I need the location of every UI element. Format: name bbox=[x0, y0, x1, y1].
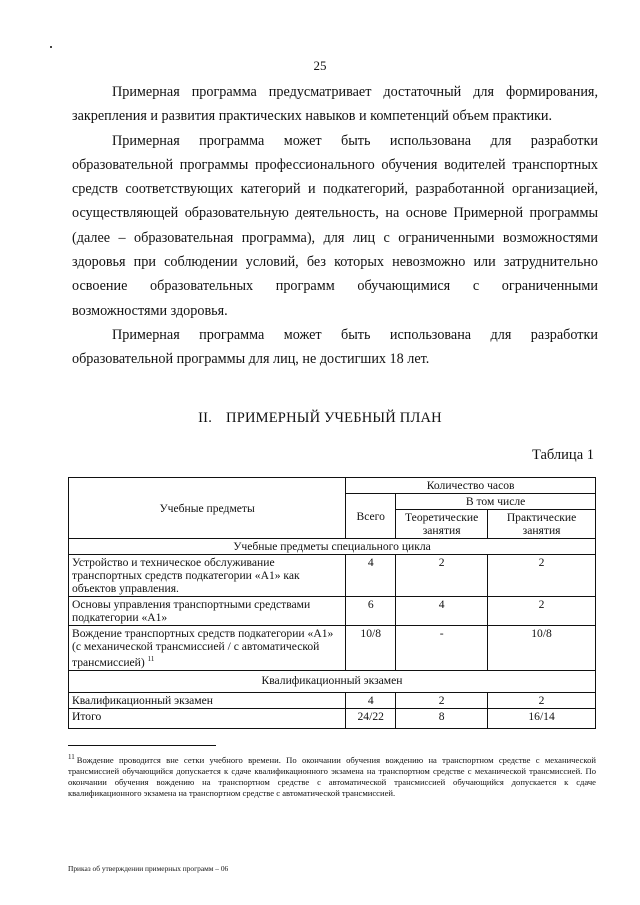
row-practice: 2 bbox=[488, 555, 596, 597]
row-subject: Итого bbox=[69, 708, 346, 728]
row-subject: Устройство и техническое обслуживание транспортных средств подкатегории «А1» как объектов управления. bbox=[69, 555, 346, 597]
row-practice: 10/8 bbox=[488, 626, 596, 671]
table-label: Таблица 1 bbox=[531, 447, 594, 463]
total-row bbox=[69, 708, 596, 728]
footnote-text: Вождение проводится вне сетки учебного времени. По окончании обучения вождению на транспортном средстве с механической трансмиссией обучающийся допускается к сдаче квалификационного экзамена на транспортном средстве с механической трансмиссией. По окончании обучения вождению на транспортном средстве с автоматической трансмиссией обучающийся допускается к сдаче квалификационного экзамена на транспортном средстве с автоматической трансмиссией. bbox=[68, 754, 596, 799]
table-row bbox=[69, 626, 596, 671]
row-practice: 16/14 bbox=[488, 708, 596, 728]
group-special-cycle: Учебные предметы специального цикла bbox=[69, 539, 596, 555]
row-subject-cell bbox=[69, 626, 346, 671]
section-title: ПРИМЕРНЫЙ УЧЕБНЫЙ ПЛАН bbox=[226, 410, 442, 426]
row-practice: 2 bbox=[488, 692, 596, 708]
group-exam: Квалификационный экзамен bbox=[69, 670, 596, 692]
row-subject: Вождение транспортных средств подкатегории «А1» (с механической трансмиссией / с автоматической трансмиссией) bbox=[72, 627, 334, 669]
row-theory: 2 bbox=[396, 692, 488, 708]
page-number: 25 bbox=[313, 58, 327, 73]
page-footer: Приказ об утверждении примерных программ – 06 bbox=[68, 864, 229, 873]
table-row bbox=[69, 597, 596, 626]
header-including: В том числе bbox=[396, 494, 596, 510]
header-subjects: Учебные предметы bbox=[69, 478, 346, 539]
footnote-mark: 11 bbox=[68, 753, 75, 761]
curriculum-table bbox=[68, 477, 596, 729]
section-heading bbox=[0, 410, 640, 427]
paragraph-1: Примерная программа предусматривает достаточный для формирования, закрепления и развития практических навыков и компетенций объем практики. bbox=[72, 84, 598, 125]
row-total: 24/22 bbox=[346, 708, 396, 728]
body-text bbox=[72, 80, 598, 372]
header-hours: Количество часов bbox=[346, 478, 596, 494]
row-total: 4 bbox=[346, 555, 396, 597]
row-theory: 2 bbox=[396, 555, 488, 597]
footnote-ref: 11 bbox=[147, 655, 155, 663]
row-total: 4 bbox=[346, 692, 396, 708]
table-row bbox=[69, 692, 596, 708]
row-total: 6 bbox=[346, 597, 396, 626]
row-subject: Основы управления транспортными средствами подкатегории «А1» bbox=[69, 597, 346, 626]
row-total: 10/8 bbox=[346, 626, 396, 671]
row-subject: Квалификационный экзамен bbox=[69, 692, 346, 708]
header-total: Всего bbox=[346, 494, 396, 539]
header-theory: Теоретические занятия bbox=[396, 510, 488, 539]
row-theory: 8 bbox=[396, 708, 488, 728]
header-practice: Практические занятия bbox=[488, 510, 596, 539]
footnote bbox=[68, 752, 596, 800]
paragraph-2: Примерная программа может быть использована для разработки образовательной программы профессионального обучения водителей транспортных средств соответствующих категорий и подкатегорий, разработанной организацией, осуществляющей образовательную деятельность, на основе Примерной программы (далее – образовательная программа), для лиц с ограниченными возможностями здоровья при соблюдении условий, без которых невозможно или затруднительно освоение образовательных программ обучающимися с ограниченными возможностями здоровья. bbox=[72, 132, 598, 319]
row-theory: 4 bbox=[396, 597, 488, 626]
section-numeral: II. bbox=[198, 410, 213, 426]
footnote-divider bbox=[68, 745, 216, 746]
scan-dot bbox=[50, 46, 52, 48]
table-row bbox=[69, 555, 596, 597]
row-practice: 2 bbox=[488, 597, 596, 626]
paragraph-3: Примерная программа может быть использована для разработки образовательной программы для лиц, не достигших 18 лет. bbox=[72, 326, 598, 368]
row-theory: - bbox=[396, 626, 488, 671]
